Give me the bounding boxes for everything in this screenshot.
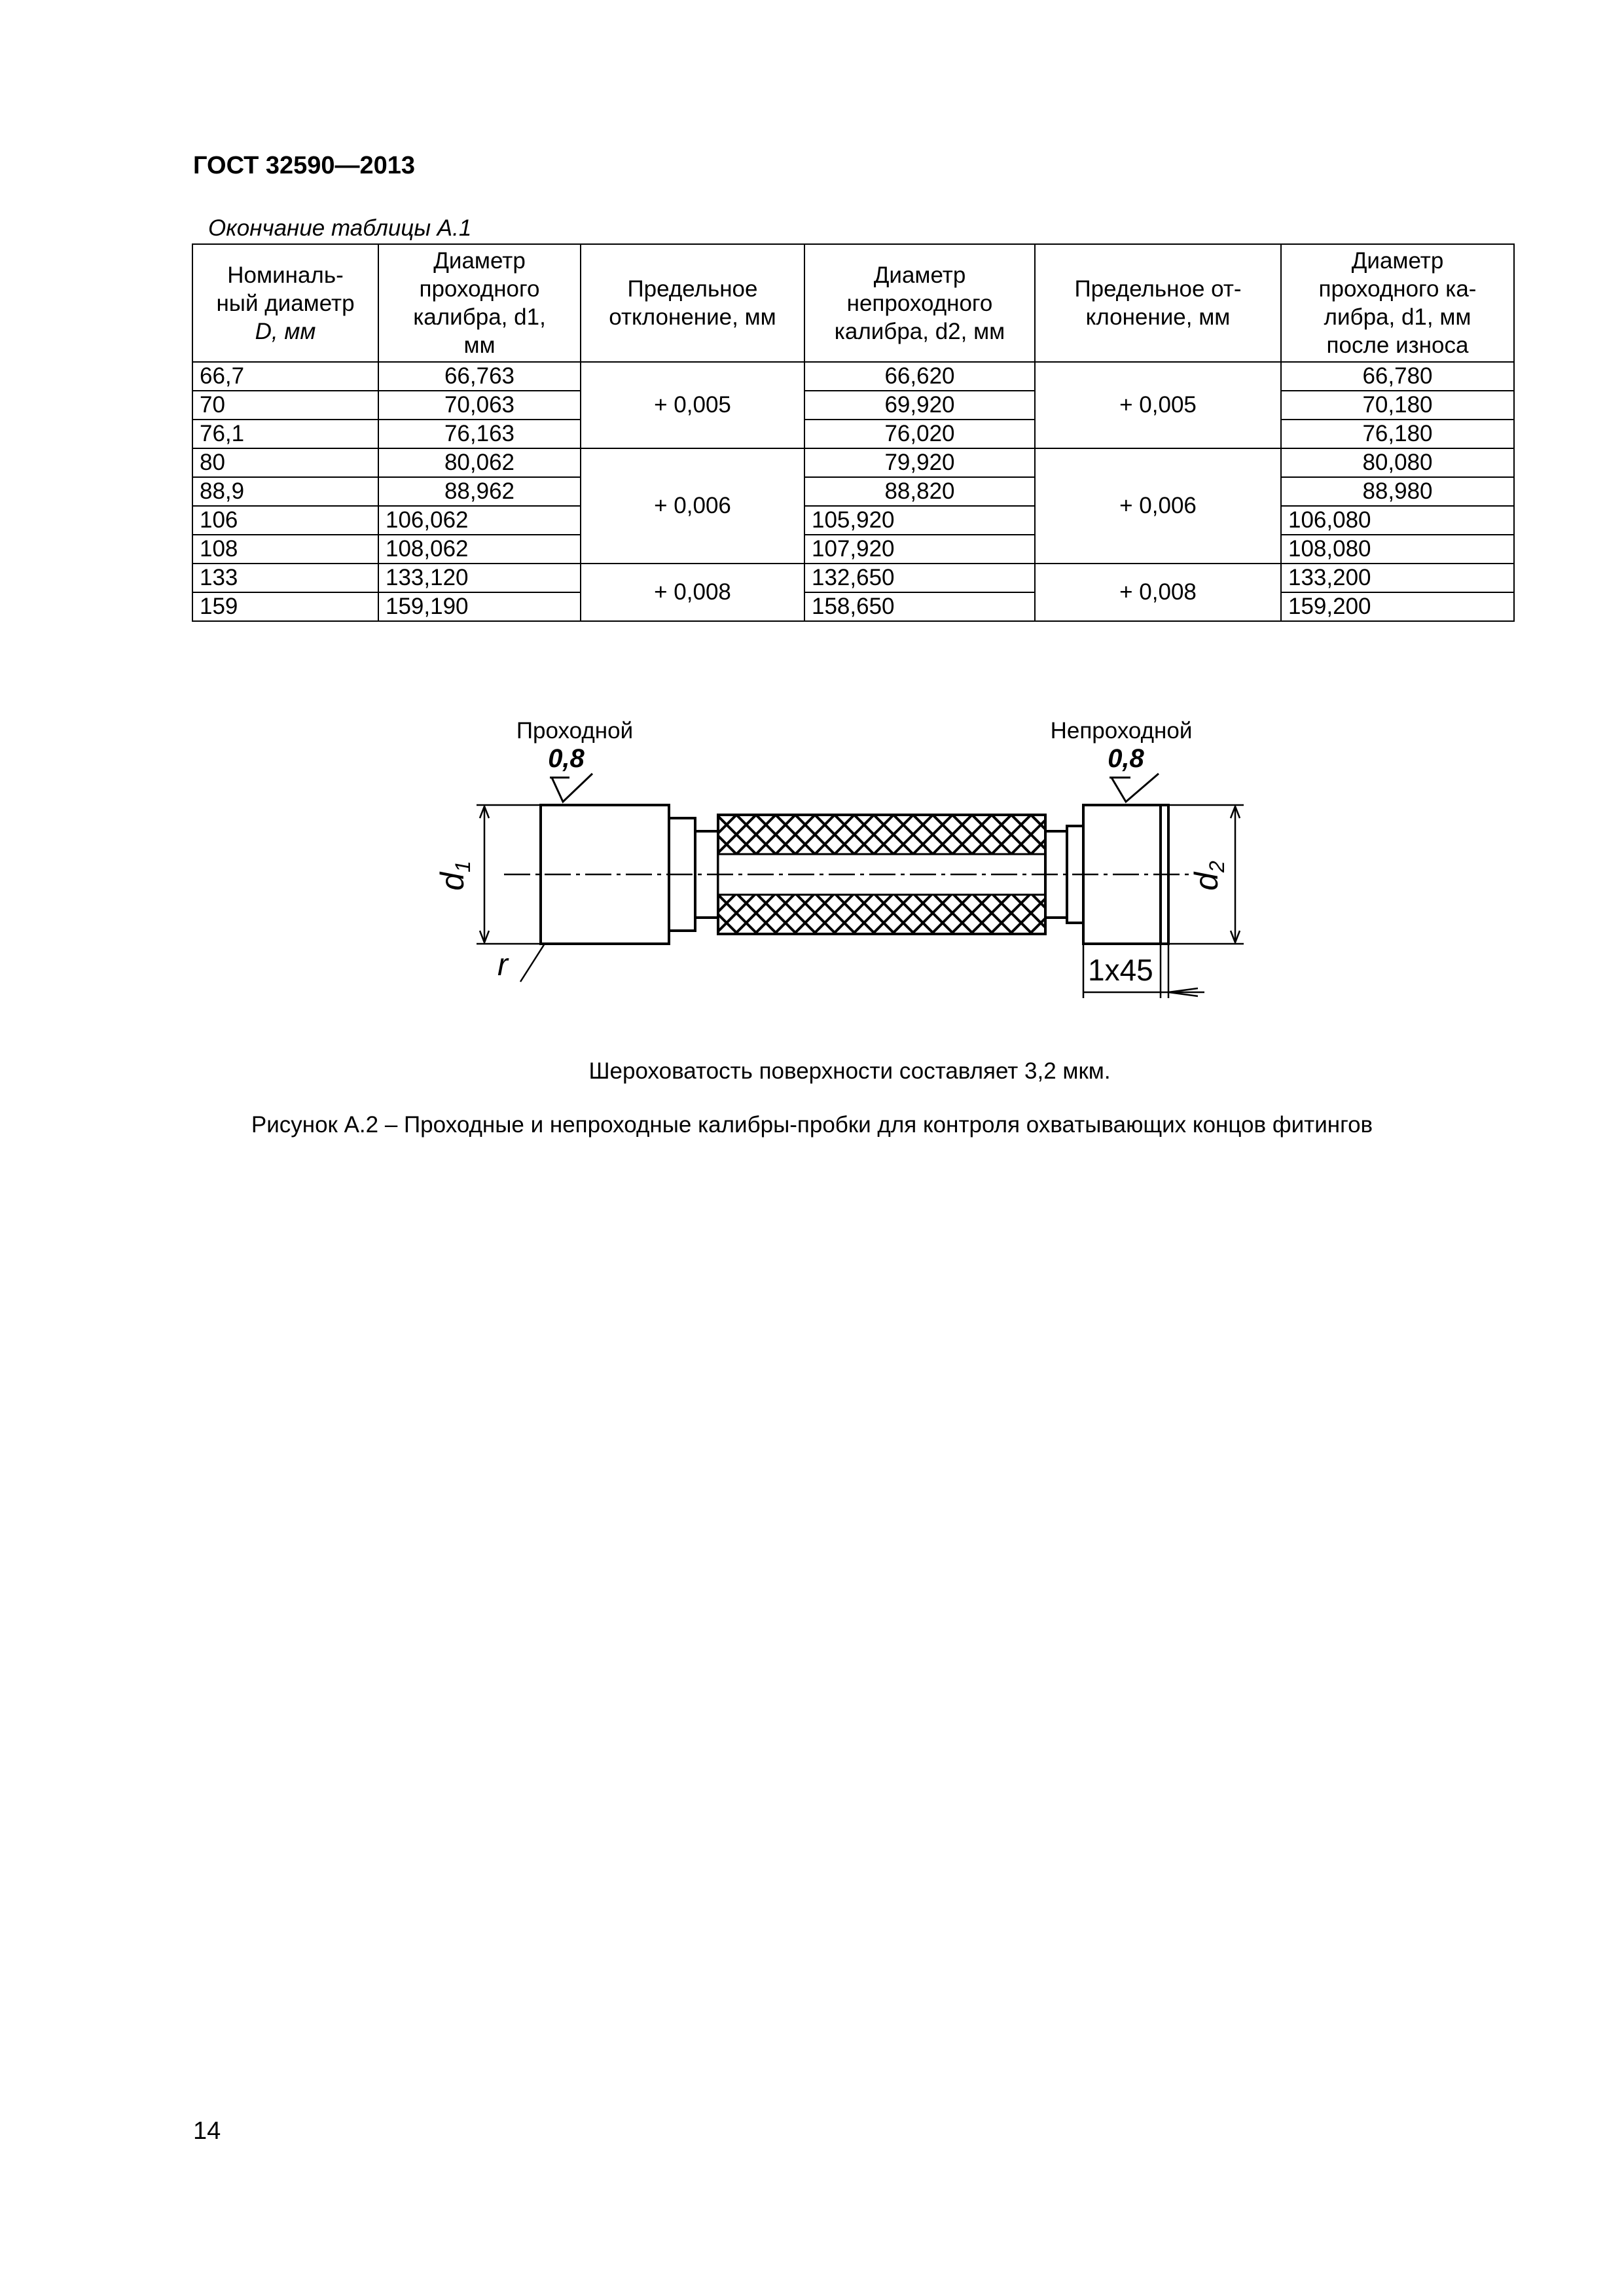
cell-nominal: 159 [192,592,378,621]
cell-nogo: 88,820 [804,477,1035,506]
go-plug-body [541,805,718,944]
cell-nominal: 70 [192,391,378,420]
document-header: ГОСТ 32590—2013 [193,152,416,179]
chamfer-callout [1083,944,1204,998]
table-row [192,592,1514,621]
cell-nogo: 105,920 [804,506,1035,535]
cell-nogo: 66,620 [804,362,1035,391]
cell-go-tolerance: + 0,005 [581,362,804,448]
cell-worn: 133,200 [1281,564,1514,592]
table-row [192,391,1514,420]
header-nominal-diameter: Номиналь- ный диаметр D, мм [192,244,378,362]
cell-nominal: 80 [192,448,378,477]
svg-text:0,8: 0,8 [1108,744,1144,773]
cell-nogo: 69,920 [804,391,1035,420]
cell-nogo-tolerance: + 0,008 [1035,564,1281,621]
cell-go: 70,063 [378,391,581,420]
cell-go: 106,062 [378,506,581,535]
table-row [192,420,1514,448]
header-worn-diameter: Диаметр проходного ка- либра, d1, мм после износа [1281,244,1514,362]
cell-go: 80,062 [378,448,581,477]
cell-worn: 66,780 [1281,362,1514,391]
header-go-diameter: Диаметр проходного калибра, d1, мм [378,244,581,362]
label-go: Проходной [516,718,634,744]
calibre-table [192,243,1515,622]
roughness-symbol-right [1108,744,1159,802]
header-go-tolerance: Предельное отклонение, мм [581,244,804,362]
table-caption: Окончание таблицы А.1 [208,215,472,241]
cell-nominal: 133 [192,564,378,592]
cell-nogo: 76,020 [804,420,1035,448]
dimension-d1 [477,805,541,944]
cell-worn: 108,080 [1281,535,1514,564]
svg-text:0,8: 0,8 [548,744,585,773]
dimension-d1-label: $d_1$ [434,861,475,891]
table-row [192,362,1514,391]
cell-nominal: 66,7 [192,362,378,391]
table-row [192,535,1514,564]
cell-worn: 80,080 [1281,448,1514,477]
surface-roughness-note: Шероховатость поверхности составляет 3,2 мкм. [588,1058,1111,1084]
cell-worn: 106,080 [1281,506,1514,535]
header-nogo-tolerance: Предельное от- клонение, мм [1035,244,1281,362]
table-row [192,448,1514,477]
cell-go: 88,962 [378,477,581,506]
figure-caption: Рисунок А.2 – Проходные и непроходные калибры-пробки для контроля охватывающих концов фитингов [251,1112,1373,1138]
cell-worn: 88,980 [1281,477,1514,506]
roughness-symbol-left [548,744,592,802]
radius-callout [520,944,545,982]
table-row [192,506,1514,535]
cell-worn: 70,180 [1281,391,1514,420]
knurled-handle [718,815,1045,934]
dimension-d2-label: $d_2$ [1188,861,1229,891]
table-header-row [192,244,1514,362]
cell-nominal: 88,9 [192,477,378,506]
radius-label: r [497,948,508,982]
dimension-d2 [1168,805,1244,944]
cell-nominal: 108 [192,535,378,564]
cell-worn: 76,180 [1281,420,1514,448]
cell-go: 133,120 [378,564,581,592]
nogo-plug-body [1045,805,1168,944]
cell-go: 159,190 [378,592,581,621]
cell-nogo-tolerance: + 0,005 [1035,362,1281,448]
cell-nogo-tolerance: + 0,006 [1035,448,1281,564]
cell-nogo: 158,650 [804,592,1035,621]
cell-go: 76,163 [378,420,581,448]
cell-go-tolerance: + 0,008 [581,564,804,621]
cell-nogo: 79,920 [804,448,1035,477]
cell-nogo: 132,650 [804,564,1035,592]
table-row [192,564,1514,592]
cell-nogo: 107,920 [804,535,1035,564]
cell-nominal: 106 [192,506,378,535]
cell-go-tolerance: + 0,006 [581,448,804,564]
cell-go: 66,763 [378,362,581,391]
cell-go: 108,062 [378,535,581,564]
label-nogo: Непроходной [1050,718,1193,744]
cell-worn: 159,200 [1281,592,1514,621]
header-nogo-diameter: Диаметр непроходного калибра, d2, мм [804,244,1035,362]
cell-nominal: 76,1 [192,420,378,448]
page-number: 14 [193,2117,221,2145]
chamfer-label: 1x45 [1088,953,1153,987]
table-row [192,477,1514,506]
